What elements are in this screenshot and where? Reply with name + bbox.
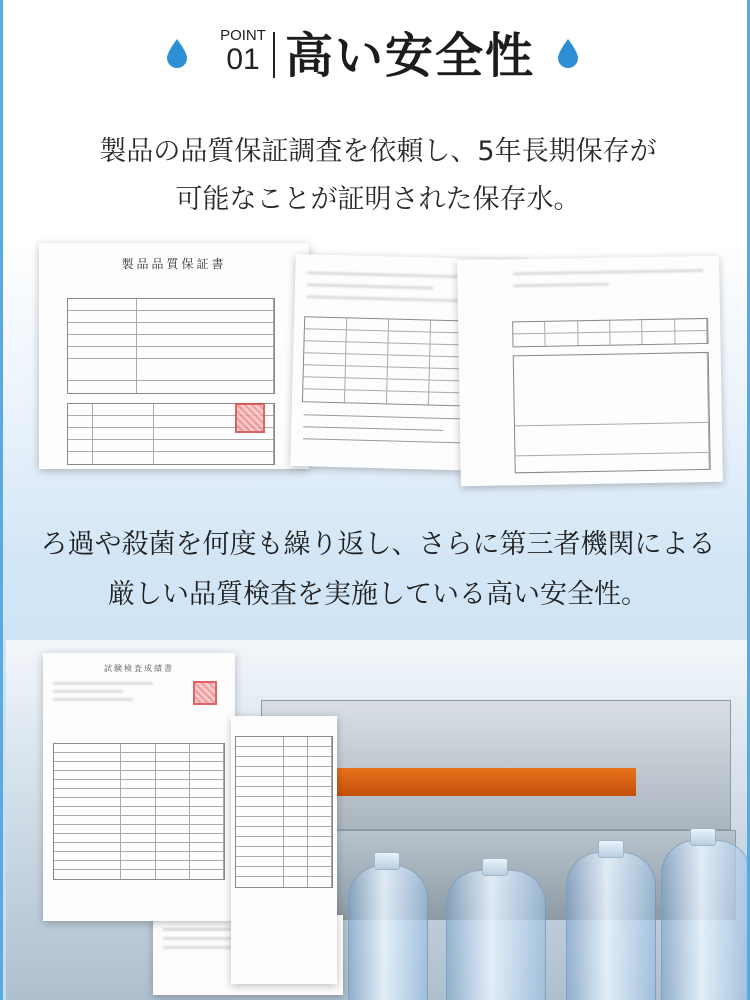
point-badge <box>213 28 273 76</box>
safety-line-1: ろ過や殺菌を何度も繰り返し、さらに第三者機関による <box>40 529 716 560</box>
test-report-document <box>43 653 235 921</box>
safety-line-2: 厳しい品質検査を実施している高い安全性。 <box>108 579 648 610</box>
bottle-cap <box>374 852 400 870</box>
water-bottle <box>661 840 750 1000</box>
title-divider <box>273 32 275 78</box>
lab-seal-stamp <box>193 681 217 705</box>
safety-text <box>3 520 750 620</box>
document-table <box>67 298 275 394</box>
water-bottle <box>348 865 428 1000</box>
continuation-table <box>235 736 333 888</box>
test-report-continuation <box>231 716 337 984</box>
bottle-cap <box>690 828 716 846</box>
intro-text <box>3 128 750 224</box>
intro-line-1: 製品の品質保証調査を依頼し、5年長期保存が <box>99 136 657 167</box>
quality-guarantee-document <box>39 243 309 469</box>
allergen-document <box>457 256 723 487</box>
point-label: POINT <box>220 27 266 44</box>
company-seal-stamp <box>235 403 265 433</box>
water-drop-icon <box>557 38 579 68</box>
water-bottle <box>566 852 656 1000</box>
notes-table <box>513 352 711 473</box>
intro-line-2: 可能なことが証明された保存水。 <box>175 184 581 215</box>
test-results-table <box>53 743 225 880</box>
filler-orange-band <box>336 768 636 796</box>
water-drop-icon <box>166 38 188 68</box>
bottle-cap <box>482 858 508 876</box>
section-title: 高い安全性 <box>285 28 536 84</box>
bottle-cap <box>598 840 624 858</box>
section-header <box>3 22 750 92</box>
report-title: 試験検査成績書 <box>104 664 174 673</box>
point-number: 01 <box>226 43 260 76</box>
document-title: 製品品質保証書 <box>121 257 227 271</box>
allergen-table <box>512 318 708 347</box>
water-bottle <box>446 870 546 1000</box>
